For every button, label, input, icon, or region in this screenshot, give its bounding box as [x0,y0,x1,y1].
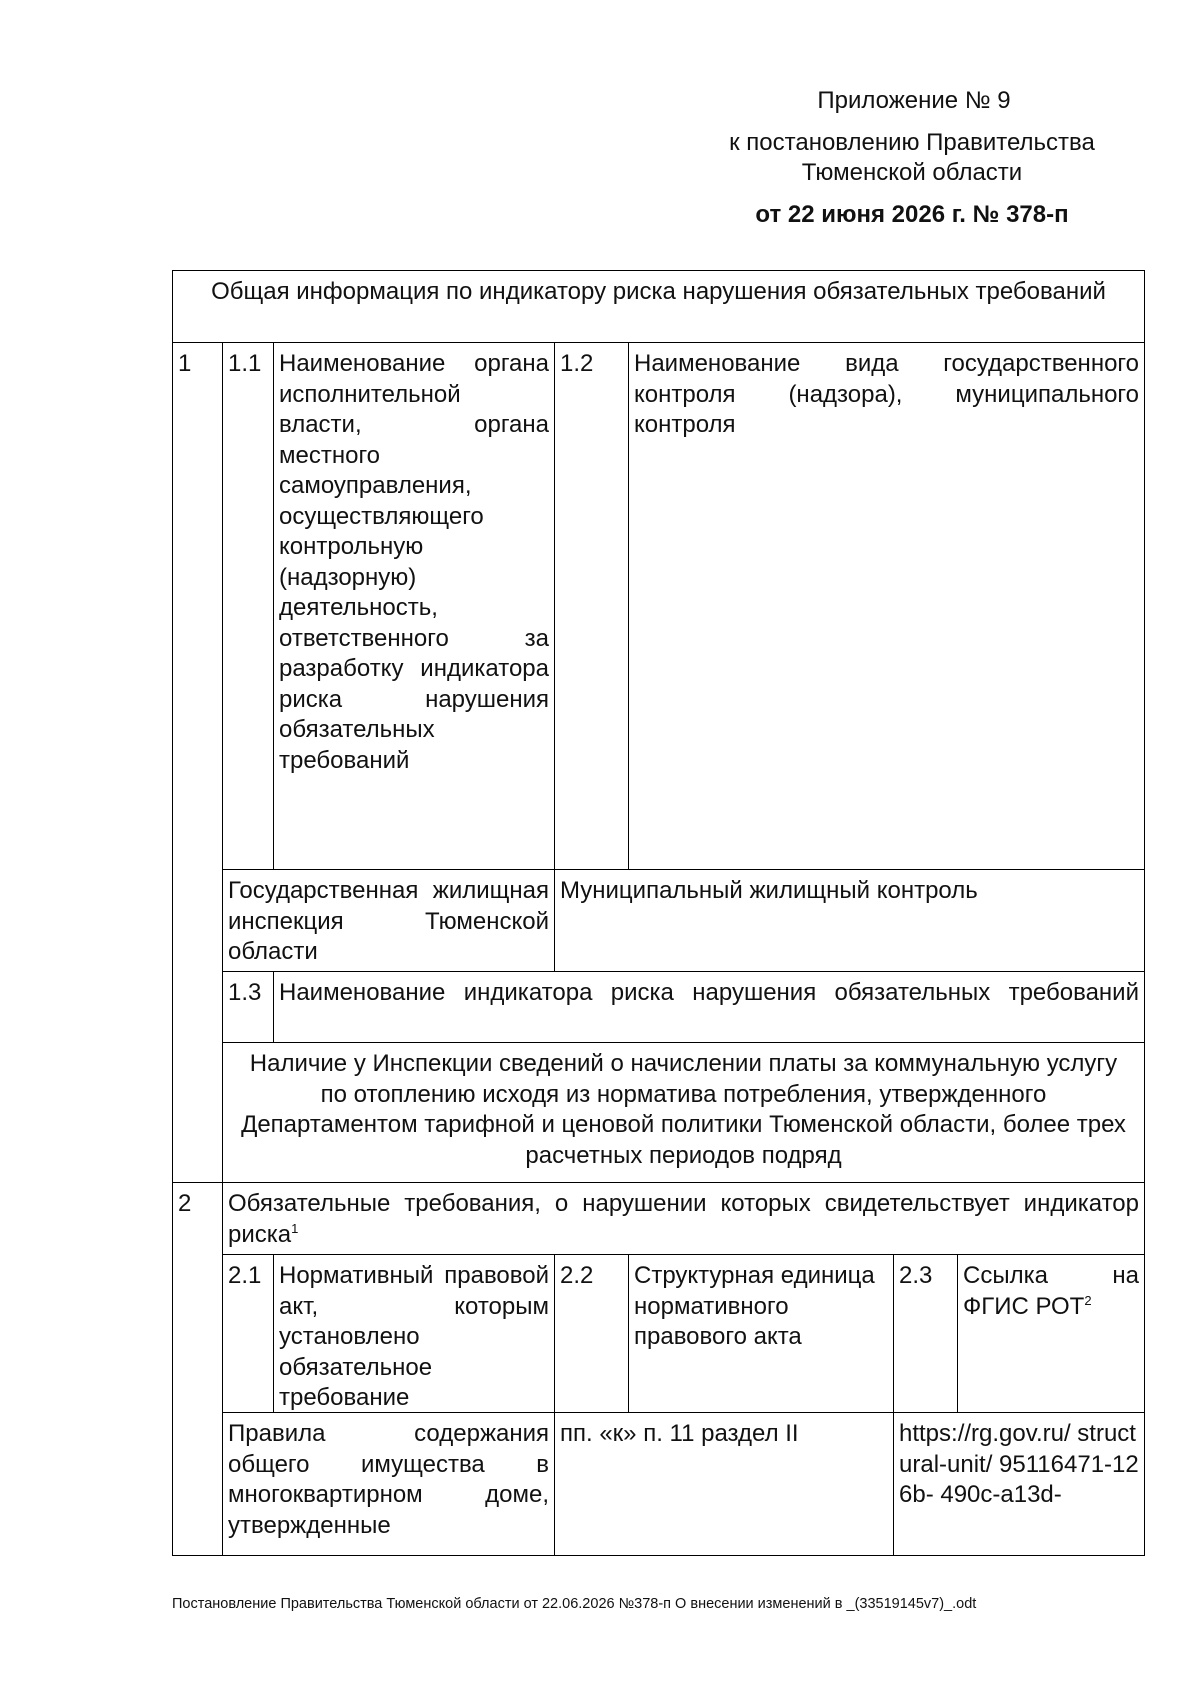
item-1-2-number: 1.2 [554,342,629,870]
item-2-1-number: 2.1 [222,1254,274,1413]
footnote-2-marker: 2 [1084,1292,1092,1308]
appendix-number: Приложение № 9 [817,87,1011,114]
frgis-rot-link[interactable]: https://rg.gov.ru/ structural-unit/ 95116471-126b- 490c-a13d- [893,1412,1145,1556]
item-1-1-number: 1.1 [222,342,274,870]
item-2-1-label: Нормативный правовой акт, которым установлено обязательное требование [273,1254,555,1413]
item-2-1-value: Правила содержания общего имущества в многоквартирном доме, утвержденные [222,1412,555,1556]
region-name: Тюменской области [801,159,1023,186]
risk-indicator-table [172,270,1145,1556]
item-1-2-label: Наименование вида государственного контроля (надзора), муниципального контроля [628,342,1145,870]
item-1-3-value: Наличие у Инспекции сведений о начислении платы за коммунальную услугу по отоплению исходя из норматива потребления, утвержденного Департаментом тарифной и ценовой политики Тюменской области, более трех расчетных периодов подряд [222,1042,1145,1183]
general-info-title: Общая информация по индикатору риска нарушения обязательных требований [172,270,1145,343]
item-2-3-number: 2.3 [893,1254,958,1413]
resolution-date-number: от 22 июня 2026 г. № 378-п [755,201,1069,228]
item-1-2-value: Муниципальный жилищный контроль [554,869,1145,972]
footnote-1-marker: 1 [291,1220,299,1236]
item-2-2-number: 2.2 [554,1254,629,1413]
item-1-3-number: 1.3 [222,971,274,1043]
section-2-title: Обязательные требования, о нарушении которых свидетельствует индикатор риска$^1$ [222,1182,1145,1255]
item-2-3-label: Ссылка на ФГИС РОТ$^2$ [957,1254,1145,1413]
item-1-1-label: Наименование органа исполнительной власти, органа местного самоуправления, осуществляющего контрольную (надзорную) деятельность, ответственного за разработку индикатора риска нарушения обязательных требований [273,342,555,870]
resolution-reference: к постановлению Правительства [729,129,1095,156]
document-footer: Постановление Правительства Тюменской области от 22.06.2026 №378-п О внесении изменений в _(33519145v7)_.odt [172,1596,977,1612]
item-2-2-value: пп. «к» п. 11 раздел II [554,1412,894,1556]
item-1-1-value: Государственная жилищная инспекция Тюменской области [222,869,555,972]
section-2-number: 2 [172,1182,223,1556]
item-1-3-label: Наименование индикатора риска нарушения обязательных требований [273,971,1145,1043]
item-2-2-label: Структурная единица нормативного правового акта [628,1254,894,1413]
section-1-number: 1 [172,342,223,1183]
